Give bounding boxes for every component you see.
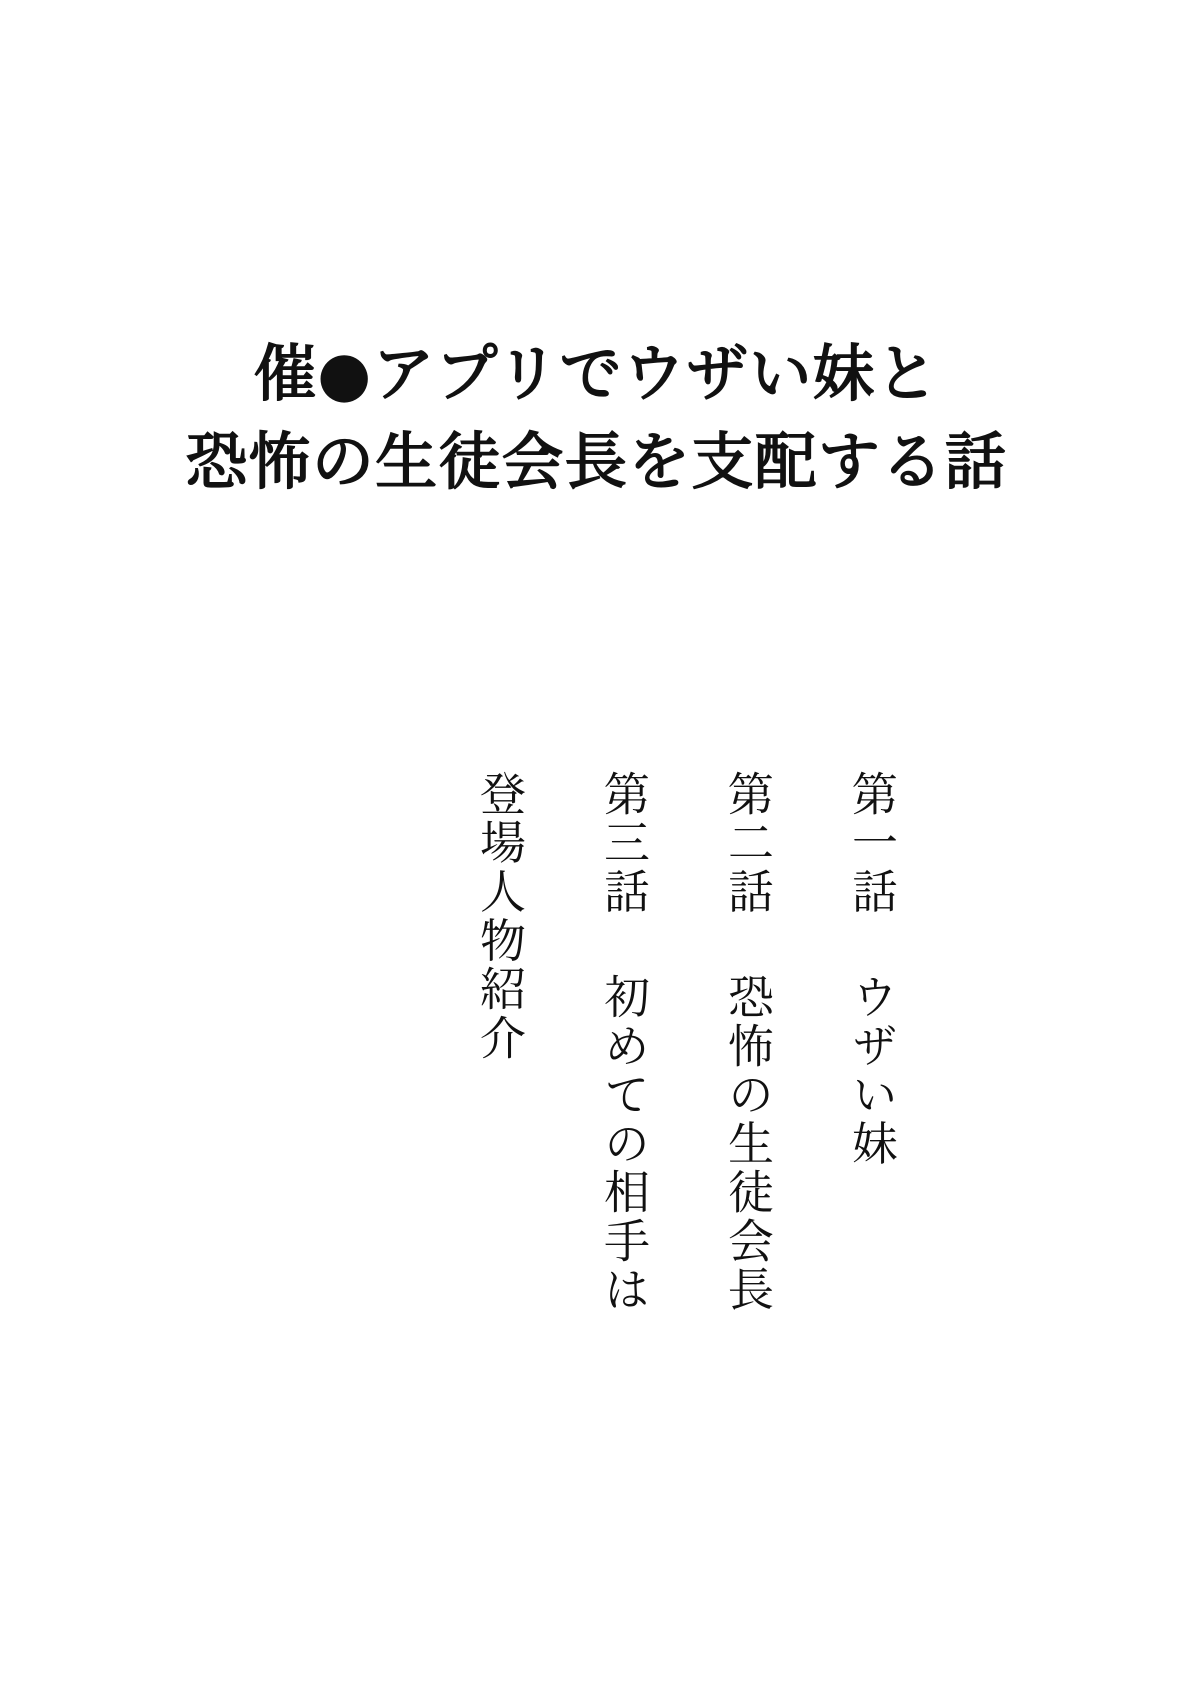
toc-item-chapter-1: 第一話 ウザい妹 (845, 770, 899, 1169)
title-line-1: 催●アプリでウザい妹と (253, 337, 940, 410)
toc-item-chapter-2: 第二話 恐怖の生徒会長 (721, 770, 775, 1315)
page-title (0, 330, 1193, 506)
toc-item-character-intro: 登場人物紹介 (473, 770, 527, 1063)
title-line-2: 恐怖の生徒会長を支配する話 (185, 425, 1008, 499)
table-of-contents (255, 770, 899, 1410)
toc-item-chapter-3: 第三話 初めての相手は (597, 770, 651, 1315)
